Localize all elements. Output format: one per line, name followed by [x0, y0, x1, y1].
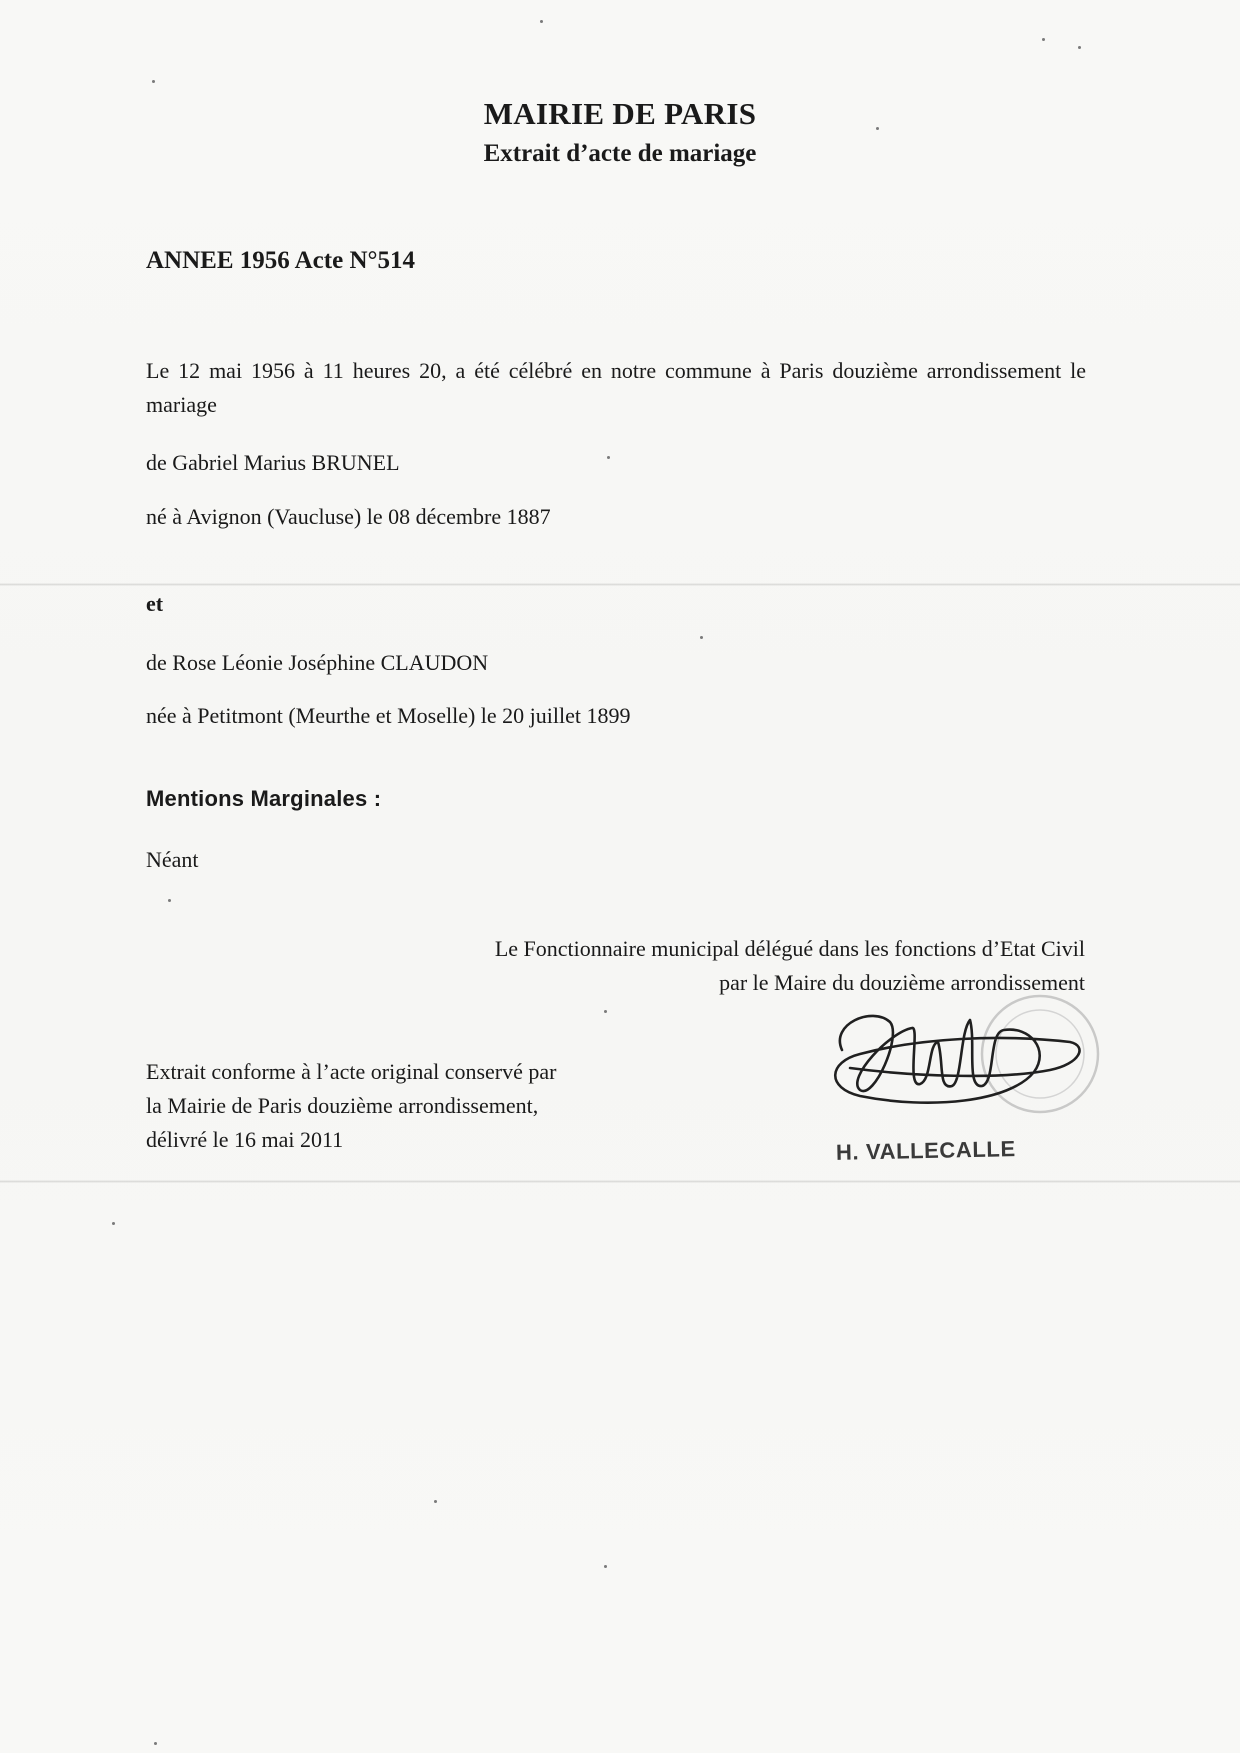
- extract-line2: la Mairie de Paris douzième arrondissement,: [146, 1093, 539, 1118]
- paper-speck: [168, 899, 171, 902]
- extract-line1: Extrait conforme à l’acte original conservé par: [146, 1059, 557, 1084]
- acte-reference: ANNEE 1956 Acte N°514: [146, 247, 416, 274]
- paper-speck: [540, 20, 543, 23]
- handwritten-signature: [835, 1016, 1079, 1103]
- officer-name: H. VALLECALLE: [835, 1136, 1016, 1165]
- paper-speck: [700, 636, 703, 639]
- paper-speck: [876, 127, 879, 130]
- marriage-intro: Le 12 mai 1956 à 11 heures 20, a été célébré en notre commune à Paris douzième arrondissement le mariage: [146, 358, 1086, 417]
- extract-line3: délivré le 16 mai 2011: [146, 1127, 344, 1152]
- paper-speck: [434, 1500, 437, 1503]
- extract-certification: [146, 1055, 706, 1157]
- paper-speck: [604, 1565, 607, 1568]
- fold-line: [0, 1180, 1240, 1183]
- document-subtitle: Extrait d’acte de mariage: [483, 140, 757, 167]
- officer-title-line2: par le Maire du douzième arrondissement: [719, 970, 1085, 995]
- bride-birth: née à Petitmont (Meurthe et Moselle) le 20 juillet 1899: [146, 703, 631, 728]
- paper-speck: [604, 1010, 607, 1013]
- officer-title: [495, 932, 1085, 1000]
- paper-speck: [1042, 38, 1045, 41]
- document-title: MAIRIE DE PARIS: [483, 96, 757, 131]
- paper-speck: [112, 1222, 115, 1225]
- paper-speck: [1078, 46, 1081, 49]
- paper-speck: [152, 80, 155, 83]
- fold-line: [0, 583, 1240, 586]
- officer-title-line1: Le Fonctionnaire municipal délégué dans les fonctions d’Etat Civil: [494, 936, 1085, 961]
- groom-name: de Gabriel Marius BRUNEL: [146, 450, 400, 475]
- mentions-heading: Mentions Marginales :: [146, 786, 382, 811]
- conjunction: et: [146, 591, 164, 616]
- bride-name: de Rose Léonie Joséphine CLAUDON: [146, 650, 489, 675]
- mentions-value: Néant: [146, 847, 199, 872]
- paper-speck: [154, 1742, 157, 1745]
- paper-speck: [607, 456, 610, 459]
- signature-stamp: [820, 992, 1110, 1130]
- groom-birth: né à Avignon (Vaucluse) le 08 décembre 1887: [146, 504, 551, 529]
